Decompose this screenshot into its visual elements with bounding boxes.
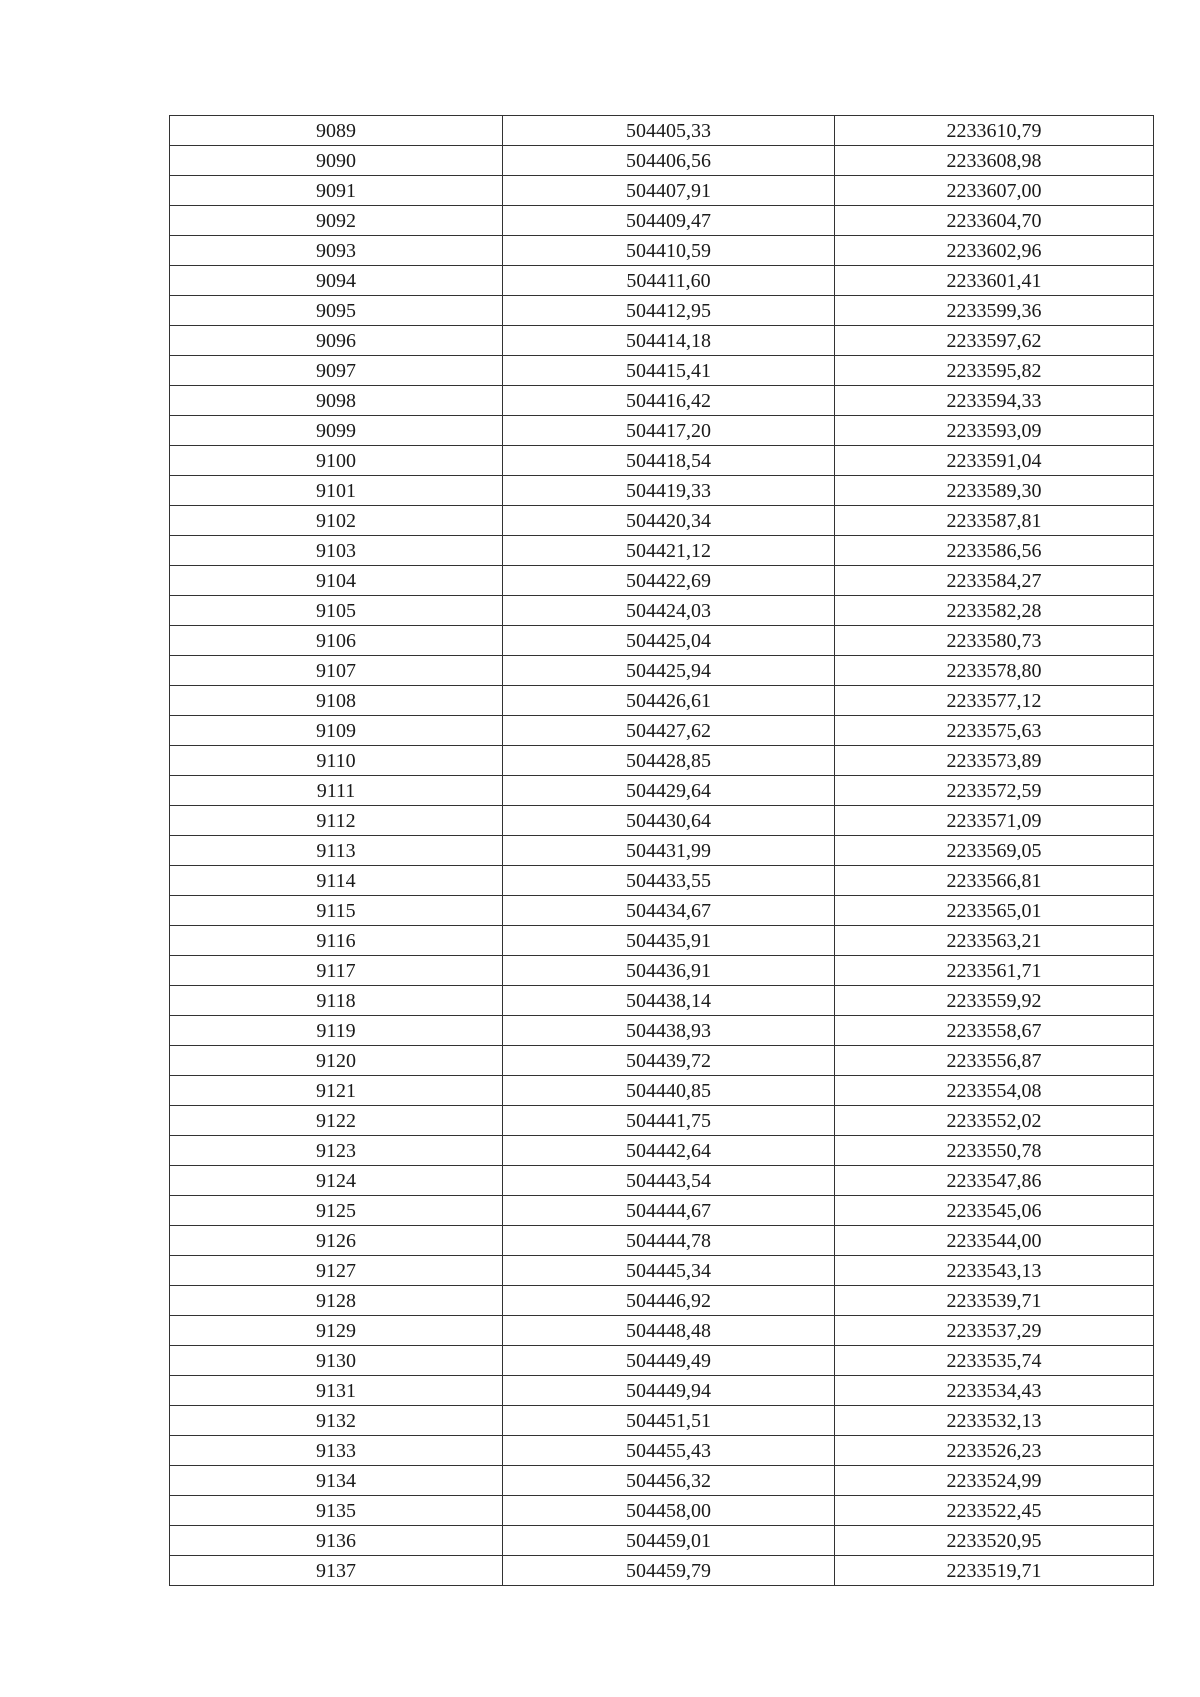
x-coordinate-cell: 504427,62 — [503, 716, 835, 746]
x-coordinate-cell: 504458,00 — [503, 1496, 835, 1526]
x-coordinate-cell: 504415,41 — [503, 356, 835, 386]
y-coordinate-cell: 2233582,28 — [835, 596, 1154, 626]
table-row — [170, 296, 1154, 326]
point-number-cell: 9089 — [170, 116, 503, 146]
y-coordinate-cell: 2233554,08 — [835, 1076, 1154, 1106]
y-coordinate-cell: 2233543,13 — [835, 1256, 1154, 1286]
y-coordinate-cell: 2233532,13 — [835, 1406, 1154, 1436]
point-number-cell: 9126 — [170, 1226, 503, 1256]
y-coordinate-cell: 2233544,00 — [835, 1226, 1154, 1256]
point-number-cell: 9106 — [170, 626, 503, 656]
x-coordinate-cell: 504410,59 — [503, 236, 835, 266]
table-row — [170, 1406, 1154, 1436]
x-coordinate-cell: 504409,47 — [503, 206, 835, 236]
table-row — [170, 476, 1154, 506]
point-number-cell: 9091 — [170, 176, 503, 206]
y-coordinate-cell: 2233597,62 — [835, 326, 1154, 356]
y-coordinate-cell: 2233578,80 — [835, 656, 1154, 686]
y-coordinate-cell: 2233577,12 — [835, 686, 1154, 716]
y-coordinate-cell: 2233594,33 — [835, 386, 1154, 416]
x-coordinate-cell: 504419,33 — [503, 476, 835, 506]
table-row — [170, 1316, 1154, 1346]
x-coordinate-cell: 504440,85 — [503, 1076, 835, 1106]
y-coordinate-cell: 2233580,73 — [835, 626, 1154, 656]
point-number-cell: 9130 — [170, 1346, 503, 1376]
table-row — [170, 686, 1154, 716]
point-number-cell: 9119 — [170, 1016, 503, 1046]
table-row — [170, 386, 1154, 416]
x-coordinate-cell: 504422,69 — [503, 566, 835, 596]
x-coordinate-cell: 504446,92 — [503, 1286, 835, 1316]
x-coordinate-cell: 504438,93 — [503, 1016, 835, 1046]
x-coordinate-cell: 504459,01 — [503, 1526, 835, 1556]
table-row — [170, 236, 1154, 266]
y-coordinate-cell: 2233561,71 — [835, 956, 1154, 986]
table-row — [170, 1046, 1154, 1076]
table-row — [170, 926, 1154, 956]
table-row — [170, 1466, 1154, 1496]
point-number-cell: 9122 — [170, 1106, 503, 1136]
point-number-cell: 9103 — [170, 536, 503, 566]
point-number-cell: 9135 — [170, 1496, 503, 1526]
y-coordinate-cell: 2233571,09 — [835, 806, 1154, 836]
x-coordinate-cell: 504424,03 — [503, 596, 835, 626]
point-number-cell: 9120 — [170, 1046, 503, 1076]
point-number-cell: 9123 — [170, 1136, 503, 1166]
y-coordinate-cell: 2233569,05 — [835, 836, 1154, 866]
table-row — [170, 776, 1154, 806]
x-coordinate-cell: 504456,32 — [503, 1466, 835, 1496]
point-number-cell: 9090 — [170, 146, 503, 176]
y-coordinate-cell: 2233565,01 — [835, 896, 1154, 926]
x-coordinate-cell: 504436,91 — [503, 956, 835, 986]
y-coordinate-cell: 2233552,02 — [835, 1106, 1154, 1136]
x-coordinate-cell: 504445,34 — [503, 1256, 835, 1286]
x-coordinate-cell: 504433,55 — [503, 866, 835, 896]
x-coordinate-cell: 504449,49 — [503, 1346, 835, 1376]
point-number-cell: 9104 — [170, 566, 503, 596]
table-row — [170, 656, 1154, 686]
x-coordinate-cell: 504434,67 — [503, 896, 835, 926]
y-coordinate-cell: 2233575,63 — [835, 716, 1154, 746]
y-coordinate-cell: 2233556,87 — [835, 1046, 1154, 1076]
table-row — [170, 956, 1154, 986]
point-number-cell: 9137 — [170, 1556, 503, 1586]
x-coordinate-cell: 504459,79 — [503, 1556, 835, 1586]
x-coordinate-cell: 504420,34 — [503, 506, 835, 536]
y-coordinate-cell: 2233572,59 — [835, 776, 1154, 806]
point-number-cell: 9134 — [170, 1466, 503, 1496]
point-number-cell: 9113 — [170, 836, 503, 866]
y-coordinate-cell: 2233608,98 — [835, 146, 1154, 176]
y-coordinate-cell: 2233591,04 — [835, 446, 1154, 476]
table-row — [170, 1196, 1154, 1226]
y-coordinate-cell: 2233566,81 — [835, 866, 1154, 896]
point-number-cell: 9117 — [170, 956, 503, 986]
x-coordinate-cell: 504448,48 — [503, 1316, 835, 1346]
x-coordinate-cell: 504443,54 — [503, 1166, 835, 1196]
table-row — [170, 1496, 1154, 1526]
table-row — [170, 176, 1154, 206]
point-number-cell: 9094 — [170, 266, 503, 296]
table-row — [170, 1106, 1154, 1136]
table-row — [170, 626, 1154, 656]
table-row — [170, 1136, 1154, 1166]
y-coordinate-cell: 2233573,89 — [835, 746, 1154, 776]
x-coordinate-cell: 504426,61 — [503, 686, 835, 716]
table-row — [170, 746, 1154, 776]
table-row — [170, 536, 1154, 566]
y-coordinate-cell: 2233604,70 — [835, 206, 1154, 236]
y-coordinate-cell: 2233595,82 — [835, 356, 1154, 386]
point-number-cell: 9092 — [170, 206, 503, 236]
x-coordinate-cell: 504416,42 — [503, 386, 835, 416]
x-coordinate-cell: 504444,67 — [503, 1196, 835, 1226]
table-row — [170, 1436, 1154, 1466]
table-row — [170, 836, 1154, 866]
table-row — [170, 326, 1154, 356]
point-number-cell: 9132 — [170, 1406, 503, 1436]
table-row — [170, 1286, 1154, 1316]
y-coordinate-cell: 2233602,96 — [835, 236, 1154, 266]
x-coordinate-cell: 504417,20 — [503, 416, 835, 446]
x-coordinate-cell: 504411,60 — [503, 266, 835, 296]
point-number-cell: 9110 — [170, 746, 503, 776]
point-number-cell: 9118 — [170, 986, 503, 1016]
point-number-cell: 9098 — [170, 386, 503, 416]
table-row — [170, 146, 1154, 176]
point-number-cell: 9097 — [170, 356, 503, 386]
x-coordinate-cell: 504441,75 — [503, 1106, 835, 1136]
table-row — [170, 1376, 1154, 1406]
y-coordinate-cell: 2233563,21 — [835, 926, 1154, 956]
point-number-cell: 9108 — [170, 686, 503, 716]
point-number-cell: 9099 — [170, 416, 503, 446]
coordinates-table-body — [170, 116, 1154, 1586]
x-coordinate-cell: 504438,14 — [503, 986, 835, 1016]
table-row — [170, 1556, 1154, 1586]
point-number-cell: 9096 — [170, 326, 503, 356]
y-coordinate-cell: 2233559,92 — [835, 986, 1154, 1016]
point-number-cell: 9125 — [170, 1196, 503, 1226]
y-coordinate-cell: 2233599,36 — [835, 296, 1154, 326]
x-coordinate-cell: 504444,78 — [503, 1226, 835, 1256]
table-row — [170, 266, 1154, 296]
point-number-cell: 9105 — [170, 596, 503, 626]
table-row — [170, 896, 1154, 926]
table-row — [170, 446, 1154, 476]
x-coordinate-cell: 504425,04 — [503, 626, 835, 656]
y-coordinate-cell: 2233558,67 — [835, 1016, 1154, 1046]
y-coordinate-cell: 2233526,23 — [835, 1436, 1154, 1466]
point-number-cell: 9121 — [170, 1076, 503, 1106]
x-coordinate-cell: 504421,12 — [503, 536, 835, 566]
y-coordinate-cell: 2233607,00 — [835, 176, 1154, 206]
table-row — [170, 1346, 1154, 1376]
x-coordinate-cell: 504412,95 — [503, 296, 835, 326]
point-number-cell: 9116 — [170, 926, 503, 956]
point-number-cell: 9100 — [170, 446, 503, 476]
x-coordinate-cell: 504431,99 — [503, 836, 835, 866]
table-row — [170, 806, 1154, 836]
point-number-cell: 9112 — [170, 806, 503, 836]
x-coordinate-cell: 504407,91 — [503, 176, 835, 206]
x-coordinate-cell: 504428,85 — [503, 746, 835, 776]
y-coordinate-cell: 2233610,79 — [835, 116, 1154, 146]
table-row — [170, 716, 1154, 746]
x-coordinate-cell: 504455,43 — [503, 1436, 835, 1466]
table-row — [170, 1016, 1154, 1046]
point-number-cell: 9107 — [170, 656, 503, 686]
table-row — [170, 506, 1154, 536]
y-coordinate-cell: 2233587,81 — [835, 506, 1154, 536]
y-coordinate-cell: 2233534,43 — [835, 1376, 1154, 1406]
point-number-cell: 9095 — [170, 296, 503, 326]
y-coordinate-cell: 2233601,41 — [835, 266, 1154, 296]
point-number-cell: 9102 — [170, 506, 503, 536]
table-row — [170, 986, 1154, 1016]
x-coordinate-cell: 504418,54 — [503, 446, 835, 476]
table-row — [170, 866, 1154, 896]
table-row — [170, 1526, 1154, 1556]
point-number-cell: 9101 — [170, 476, 503, 506]
x-coordinate-cell: 504429,64 — [503, 776, 835, 806]
x-coordinate-cell: 504435,91 — [503, 926, 835, 956]
x-coordinate-cell: 504439,72 — [503, 1046, 835, 1076]
point-number-cell: 9129 — [170, 1316, 503, 1346]
point-number-cell: 9114 — [170, 866, 503, 896]
table-row — [170, 206, 1154, 236]
y-coordinate-cell: 2233535,74 — [835, 1346, 1154, 1376]
x-coordinate-cell: 504430,64 — [503, 806, 835, 836]
table-row — [170, 1166, 1154, 1196]
x-coordinate-cell: 504425,94 — [503, 656, 835, 686]
y-coordinate-cell: 2233545,06 — [835, 1196, 1154, 1226]
point-number-cell: 9131 — [170, 1376, 503, 1406]
table-row — [170, 116, 1154, 146]
point-number-cell: 9127 — [170, 1256, 503, 1286]
table-row — [170, 1076, 1154, 1106]
y-coordinate-cell: 2233547,86 — [835, 1166, 1154, 1196]
x-coordinate-cell: 504442,64 — [503, 1136, 835, 1166]
point-number-cell: 9133 — [170, 1436, 503, 1466]
table-row — [170, 1256, 1154, 1286]
x-coordinate-cell: 504449,94 — [503, 1376, 835, 1406]
y-coordinate-cell: 2233537,29 — [835, 1316, 1154, 1346]
point-number-cell: 9136 — [170, 1526, 503, 1556]
x-coordinate-cell: 504405,33 — [503, 116, 835, 146]
table-row — [170, 356, 1154, 386]
y-coordinate-cell: 2233539,71 — [835, 1286, 1154, 1316]
point-number-cell: 9111 — [170, 776, 503, 806]
point-number-cell: 9115 — [170, 896, 503, 926]
point-number-cell: 9128 — [170, 1286, 503, 1316]
y-coordinate-cell: 2233586,56 — [835, 536, 1154, 566]
y-coordinate-cell: 2233520,95 — [835, 1526, 1154, 1556]
table-row — [170, 566, 1154, 596]
table-row — [170, 596, 1154, 626]
y-coordinate-cell: 2233519,71 — [835, 1556, 1154, 1586]
point-number-cell: 9093 — [170, 236, 503, 266]
table-row — [170, 416, 1154, 446]
point-number-cell: 9124 — [170, 1166, 503, 1196]
x-coordinate-cell: 504406,56 — [503, 146, 835, 176]
point-number-cell: 9109 — [170, 716, 503, 746]
x-coordinate-cell: 504451,51 — [503, 1406, 835, 1436]
y-coordinate-cell: 2233522,45 — [835, 1496, 1154, 1526]
x-coordinate-cell: 504414,18 — [503, 326, 835, 356]
y-coordinate-cell: 2233524,99 — [835, 1466, 1154, 1496]
y-coordinate-cell: 2233550,78 — [835, 1136, 1154, 1166]
coordinates-table — [169, 115, 1154, 1586]
y-coordinate-cell: 2233589,30 — [835, 476, 1154, 506]
table-row — [170, 1226, 1154, 1256]
y-coordinate-cell: 2233593,09 — [835, 416, 1154, 446]
y-coordinate-cell: 2233584,27 — [835, 566, 1154, 596]
